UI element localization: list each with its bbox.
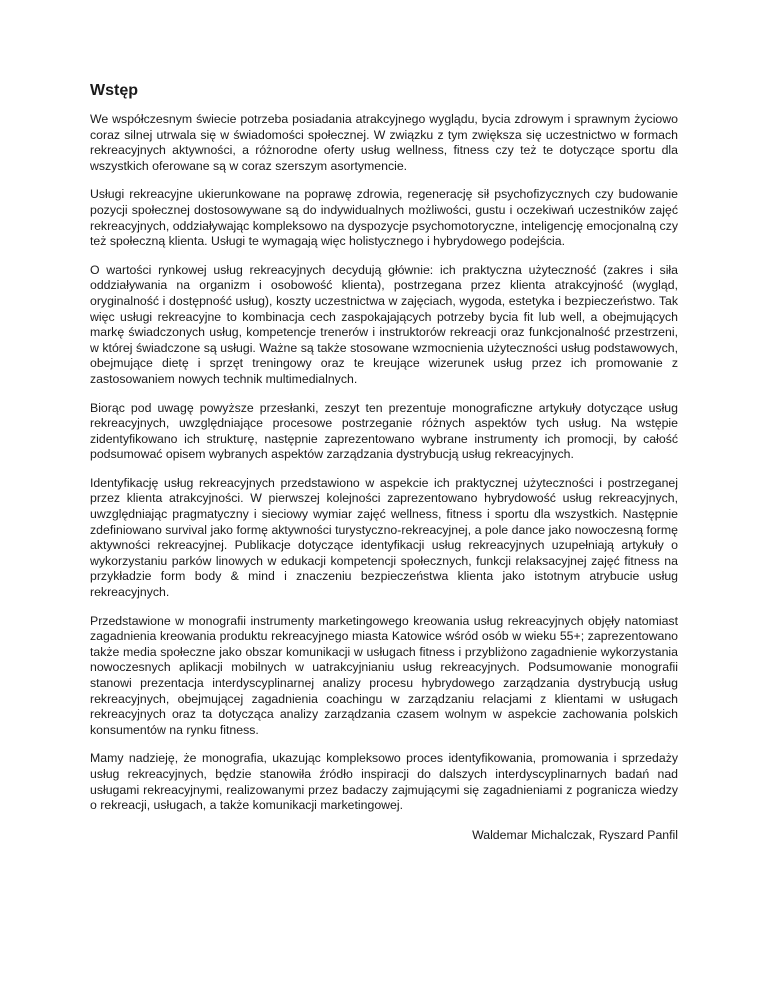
paragraph-6: Przedstawione w monografii instrumenty marketingowego kreowania usług rekreacyjnych objęły natomiast zagadnienia kreowania produktu rekreacyjnego miasta Katowice wśród osób w wieku 55+; zaprezentowano także media społeczne jako obszar komunikacji w usługach fitness i przybliżono zagadnienie wykorzystania nowoczesnych aplikacji mobilnych w uatrakcyjnianiu usług rekreacyjnych. Podsumowanie monografii stanowi prezentacja interdyscyplinarnej analizy procesu hybrydowego zarządzania dystrybucją usług rekreacyjnych, obejmującej zagadnienia coachingu w zarządzaniu relacjami z klientami w usługach rekreacyjnych oraz ta dotycząca analizy zarządzania czasem wolnym w aspekcie zachowania polskich konsumentów na rynku fitness. <box>90 613 678 737</box>
document-page <box>90 80 678 843</box>
paragraph-2: Usługi rekreacyjne ukierunkowane na poprawę zdrowia, regenerację sił psychofizycznych czy budowanie pozycji społecznej dostosowywane są do indywidualnych możliwości, gustu i oczekiwań uczestników zajęć rekreacyjnych, oddziaływając kompleksowo na dyspozycje psychomotoryczne, inteligencję emocjonalną czy też społeczną klienta. Usługi te wymagają więc holistycznego i hybrydowego podejścia. <box>90 187 678 249</box>
paragraph-7: Mamy nadzieję, że monografia, ukazując kompleksowo proces identyfikowania, promowania i sprzedaży usług rekreacyjnych, będzie stanowiła źródło inspiracji do dalszych interdyscyplinarnych badań nad usługami rekreacyjnymi, realizowanymi przez badaczy zajmującymi się zagadnieniami z pogranicza wiedzy o rekreacji, usługach, a także komunikacji marketingowej. <box>90 751 678 813</box>
paragraph-3: O wartości rynkowej usług rekreacyjnych decydują głównie: ich praktyczna użyteczność (zakres i siła oddziaływania na organizm i osobowość klienta), postrzegana przez klienta atrakcyjność (wygląd, oryginalność i dostępność usług), koszty uczestnictwa w zajęciach, wygoda, estetyka i bezpieczeństwo. Tak więc usługi rekreacyjne to kombinacja cech zaspokajających potrzeby bycia fit lub well, a obejmujących markę świadczonych usług, kompetencje trenerów i instruktorów rekreacji oraz funkcjonalność przestrzeni, w której świadczone są usługi. Ważne są także stosowane wzmocnienia użyteczności usług podstawowych, obejmujące dietę i sprzęt treningowy oraz te kreujące wizerunek usług przez ich promowanie z zastosowaniem nowych technik multimedialnych. <box>90 262 678 386</box>
page-title: Wstęp <box>90 82 138 99</box>
paragraph-4: Biorąc pod uwagę powyższe przesłanki, zeszyt ten prezentuje monograficzne artykuły dotyczące usług rekreacyjnych, uwzględniające procesowe postrzeganie różnych aspektów tych usług. Na wstępie zidentyfikowano ich strukturę, następnie zaprezentowano wybrane instrumenty ich promocji, by całość podsumować opisem wybranych aspektów zarządzania dystrybucją usług rekreacyjnych. <box>90 400 678 462</box>
paragraph-1: We współczesnym świecie potrzeba posiadania atrakcyjnego wyglądu, bycia zdrowym i sprawnym życiowo coraz silnej utrwala się w świadomości społecznej. W związku z tym zwiększa się uczestnictwo w formach rekreacyjnych aktywności, a różnorodne oferty usług wellness, fitness czy też te dotyczące sportu dla wszystkich oferowane są w coraz szerszym asortymencie. <box>90 112 678 173</box>
author-signature: Waldemar Michalczak, Ryszard Panfil <box>472 827 678 842</box>
paragraph-5: Identyfikację usług rekreacyjnych przedstawiono w aspekcie ich praktycznej użyteczności i postrzeganej przez klienta atrakcyjności. W pierwszej kolejności zaprezentowano hybrydowość usług rekreacyjnych, uwzględniając pragmatyczny i sieciowy wymiar zajęć wellness, fitness i sportu dla wszystkich. Następnie zdefiniowano survival jako formę aktywności turystyczno-rekreacyjnej, a pole dance jako nowoczesną formę aktywności rekreacyjnej. Publikacje dotyczące identyfikacji usług rekreacyjnych uzupełniają artykuły o wykorzystaniu parków linowych w edukacji kompetencji społecznych, funkcji relaksacyjnej zajęć fitness na przykładzie form body & mind i znaczeniu bezpieczeństwa klienta jako istotnym atrybucie usług rekreacyjnych. <box>90 475 678 600</box>
